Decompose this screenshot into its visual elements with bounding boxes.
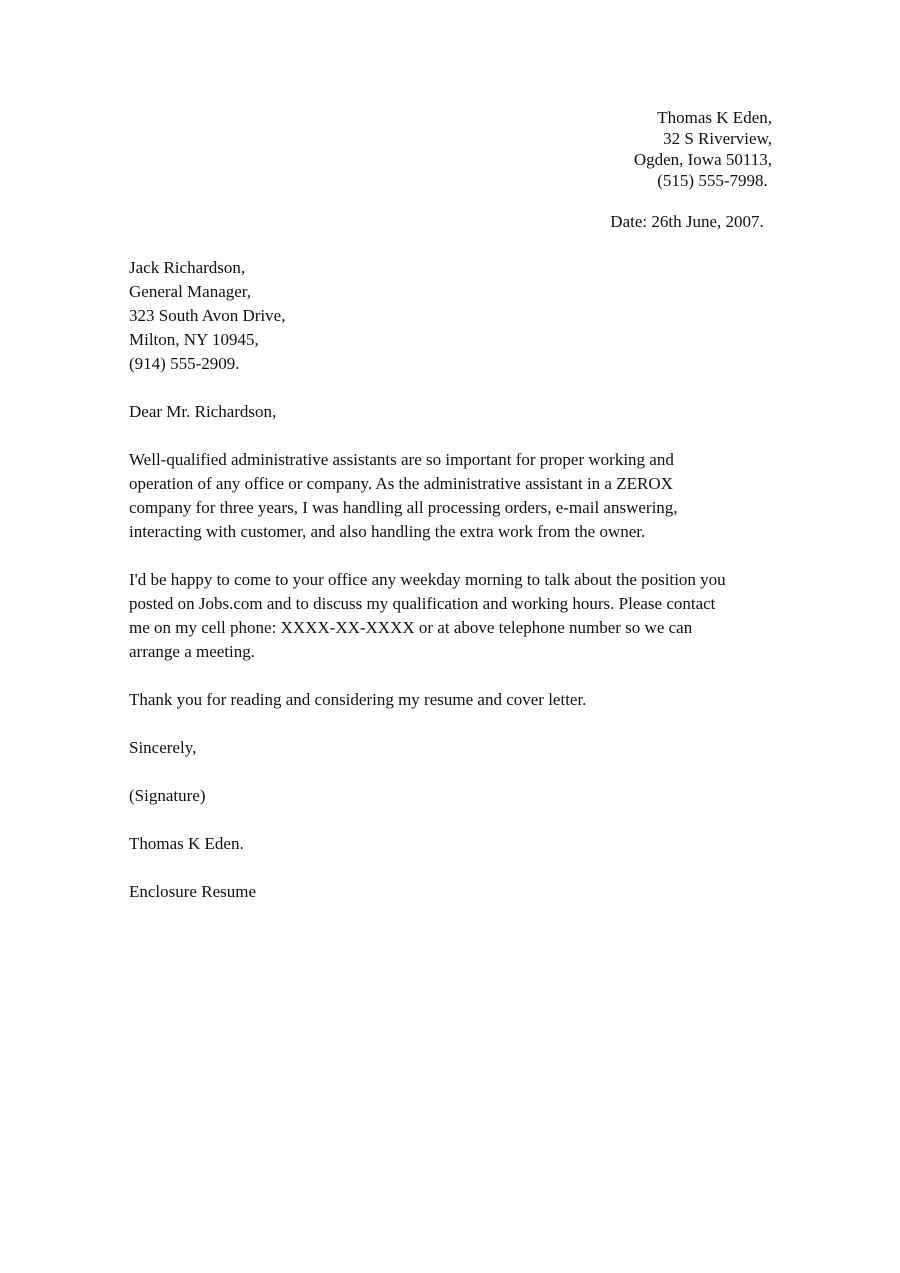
salutation: Dear Mr. Richardson, bbox=[129, 402, 277, 421]
sender-name: Thomas K Eden, bbox=[657, 108, 772, 127]
sender-phone: (515) 555-7998. bbox=[657, 171, 772, 190]
paragraph-line: interacting with customer, and also handling the extra work from the owner. bbox=[129, 522, 646, 541]
paragraph-line: operation of any office or company. As the administrative assistant in a ZEROX bbox=[129, 474, 673, 493]
recipient-street: 323 South Avon Drive, bbox=[129, 306, 286, 325]
sender-street: 32 S Riverview, bbox=[663, 129, 772, 148]
paragraph-line: posted on Jobs.com and to discuss my qualification and working hours. Please contact bbox=[129, 594, 716, 613]
recipient-phone: (914) 555-2909. bbox=[129, 354, 240, 373]
sender-address bbox=[634, 107, 772, 191]
paragraph-thanks bbox=[129, 688, 774, 712]
enclosure-note: Enclosure Resume bbox=[129, 882, 256, 901]
recipient-title: General Manager, bbox=[129, 282, 252, 301]
recipient-city: Milton, NY 10945, bbox=[129, 330, 259, 349]
paragraph-line: Thank you for reading and considering my resume and cover letter. bbox=[129, 690, 587, 709]
letter-body bbox=[129, 256, 779, 904]
paragraph-meeting bbox=[129, 568, 774, 664]
paragraph-experience bbox=[129, 448, 774, 544]
letter-date: Date: 26th June, 2007. bbox=[610, 212, 768, 231]
paragraph-line: me on my cell phone: XXXX-XX-XXXX or at above telephone number so we can bbox=[129, 618, 693, 637]
closing: Sincerely, bbox=[129, 738, 197, 757]
signature-placeholder: (Signature) bbox=[129, 786, 206, 805]
paragraph-line: Well-qualified administrative assistants are so important for proper working and bbox=[129, 450, 674, 469]
sender-city: Ogden, Iowa 50113, bbox=[633, 150, 772, 169]
recipient-name: Jack Richardson, bbox=[129, 258, 246, 277]
recipient-address bbox=[129, 256, 779, 376]
signer-name: Thomas K Eden. bbox=[129, 834, 244, 853]
paragraph-line: I'd be happy to come to your office any weekday morning to talk about the position you bbox=[129, 570, 726, 589]
paragraph-line: arrange a meeting. bbox=[129, 642, 256, 661]
paragraph-line: company for three years, I was handling all processing orders, e-mail answering, bbox=[129, 498, 678, 517]
